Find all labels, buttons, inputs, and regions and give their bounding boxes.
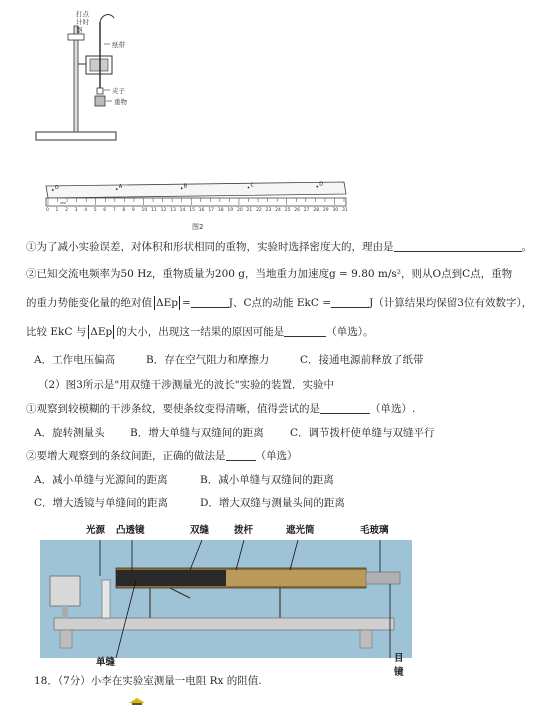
apparatus-figure (28, 4, 138, 144)
ruler-tick-label: 8 (122, 208, 126, 213)
photo-label-single-slit: 单缝 (96, 657, 116, 668)
q2-sub1-option-b[interactable]: B．增大单缝与双缝间的距离 (130, 427, 264, 439)
q2-sub2 (26, 449, 298, 463)
tape-point-label: A (118, 184, 123, 191)
q2-sub1-end: （单选）. (370, 403, 416, 415)
tape-caption: 图2 (192, 223, 204, 231)
answer-blank-6[interactable] (226, 450, 256, 461)
tape-dot (248, 187, 250, 189)
q1-line4-end: （单选）。 (326, 326, 374, 338)
q1-line1 (26, 240, 532, 254)
ruler-tick-label: 2 (65, 208, 68, 213)
q2-sub2-option-b[interactable]: B．减小单缝与双缝间的距离 (200, 474, 334, 486)
q1-line4-mid: 的大小，出现这一结果的原因可能是 (116, 326, 285, 338)
label-clip: 夹子 (112, 87, 125, 95)
ruler-tick-label: 18 (217, 208, 224, 213)
photo-label-filter: 遮光筒 (286, 525, 315, 536)
photo-label-lever: 拨杆 (234, 525, 254, 536)
q1-line3 (26, 296, 532, 310)
photo-label-eyepiece: 目镜 (394, 653, 404, 678)
ruler-tick-label: 4 (84, 208, 88, 213)
answer-blank-1[interactable] (394, 241, 522, 252)
ruler-tick-label: 15 (189, 208, 195, 213)
tape-dot (116, 188, 118, 190)
ruler-tick-label: 24 (275, 208, 281, 213)
q1-line1-text: ①为了减小实验误差，对体积和形状相同的重物，实验时选择密度大的，理由是 (26, 241, 394, 253)
q1-line3-end: J（计算结果均保留3位有效数字）， (369, 297, 533, 309)
ruler-tick-label: 7 (112, 208, 116, 213)
tape-point-label: C (250, 182, 255, 189)
ruler-tick-label: 31 (342, 208, 348, 213)
ruler-tick-label: 27 (303, 208, 310, 213)
ruler-tick-label: 21 (246, 208, 253, 213)
ruler-tick-label: 28 (313, 208, 320, 213)
q1-line4 (26, 325, 373, 339)
photo-label-source: 光源 (86, 525, 106, 536)
q2-sub1-option-a[interactable]: A．旋转测量头 (34, 427, 105, 439)
ruler-tick-label: 13 (170, 208, 176, 213)
q18-text: 18．（7分）小李在实验室测量一电阻 Rx 的阻值. (34, 675, 262, 687)
ruler-tick-label: 1 (55, 208, 59, 213)
tape-dot (52, 189, 54, 191)
ruler-tick-label: 0 (46, 208, 49, 213)
q2-sub2-option-d[interactable]: D．增大双缝与测量头间的距离 (200, 497, 345, 509)
photo-label-lens: 凸透镜 (116, 525, 145, 536)
tape-dot (181, 187, 183, 189)
ruler-tick-label: 3 (74, 208, 78, 213)
delta-ep-abs-2: ΔEp (90, 326, 113, 338)
ruler-tick-label: 25 (284, 208, 291, 213)
answer-blank-2[interactable] (191, 297, 229, 308)
ruler-tick-label: 22 (256, 208, 262, 213)
ruler-tick-label: 5 (93, 208, 97, 213)
ruler-tick-label: 19 (227, 208, 234, 213)
delta-ep-abs: ΔEp (156, 297, 178, 309)
apparatus-photo-drawing (40, 540, 412, 658)
q1-option-c[interactable]: C．接通电源前释放了纸带 (300, 354, 424, 366)
ruler-tick-label: 30 (332, 208, 339, 213)
ruler-tick-label: 9 (131, 208, 135, 213)
q1-line2 (26, 267, 512, 281)
q1-line4-text: 比较 EkC 与 (26, 326, 87, 338)
label-timer: 打点计时器 (76, 10, 89, 34)
tape-point-label: O (54, 184, 59, 191)
q1-line3-text: 的重力势能变化量的绝对值 (26, 297, 152, 309)
tape-point-label: B (183, 183, 188, 190)
photo-label-frosted-glass: 毛玻璃 (360, 525, 389, 536)
ruler-tick-label: 20 (236, 208, 243, 213)
ruler-tick-label: 16 (198, 208, 205, 213)
q1-line2-text: ②已知交流电频率为50 Hz，重物质量为200 g，当地重力加速度g = 9.80 m/s²，则从O点到C点，重物 (26, 268, 513, 280)
tape-figure (44, 180, 350, 231)
q1-equals: = (181, 297, 191, 309)
q2-intro: （2）图3所示是"用双缝干涉测量光的波长"实验的装置．实验中 (38, 379, 335, 391)
ruler-tick-label: 14 (179, 208, 186, 213)
q2-sub1-option-c[interactable]: C．调节拨杆使单缝与双缝平行 (290, 427, 435, 439)
q2-sub2-option-c[interactable]: C．增大透镜与单缝间的距离 (34, 497, 169, 509)
q2-sub2-end: （单选） (255, 450, 298, 462)
ruler-tick-label: 17 (208, 208, 215, 213)
q2-sub1 (26, 402, 415, 416)
q2-sub1-text: ①观察到较模糊的干涉条纹，要使条纹变得清晰，值得尝试的是 (26, 403, 320, 415)
ruler-unit: cm (60, 201, 66, 205)
photo-label-double-slit: 双缝 (190, 525, 210, 536)
q1-line1-end: 。 (521, 241, 532, 253)
ruler-tick-label: 23 (265, 208, 272, 213)
ruler-tick-label: 12 (160, 208, 167, 213)
tape-point-label: D (319, 181, 324, 188)
label-tape: 纸带 (112, 41, 125, 49)
tape-dot (316, 186, 318, 188)
interference-apparatus-photo (40, 518, 412, 678)
logo-icon (128, 690, 146, 698)
q2-sub2-option-a[interactable]: A．减小单缝与光源间的距离 (34, 474, 168, 486)
q1-option-b[interactable]: B．存在空气阻力和摩擦力 (146, 354, 270, 366)
label-weight: 重物 (114, 98, 127, 106)
q1-option-a[interactable]: A．工作电压偏高 (34, 354, 116, 366)
answer-blank-5[interactable] (320, 403, 370, 414)
answer-blank-4[interactable] (284, 326, 326, 337)
ruler-tick-label: 26 (294, 208, 300, 213)
ruler-tick-label: 10 (141, 208, 148, 213)
q2-sub2-text: ②要增大观察到的条纹间距，正确的做法是 (26, 450, 226, 462)
ruler-tick-label: 6 (103, 208, 107, 213)
ruler-tick-label: 29 (322, 208, 329, 213)
answer-blank-3[interactable] (331, 297, 369, 308)
q1-line3-ekc: J、C点的动能 EkC = (228, 297, 332, 309)
ruler-tick-label: 11 (151, 208, 157, 213)
